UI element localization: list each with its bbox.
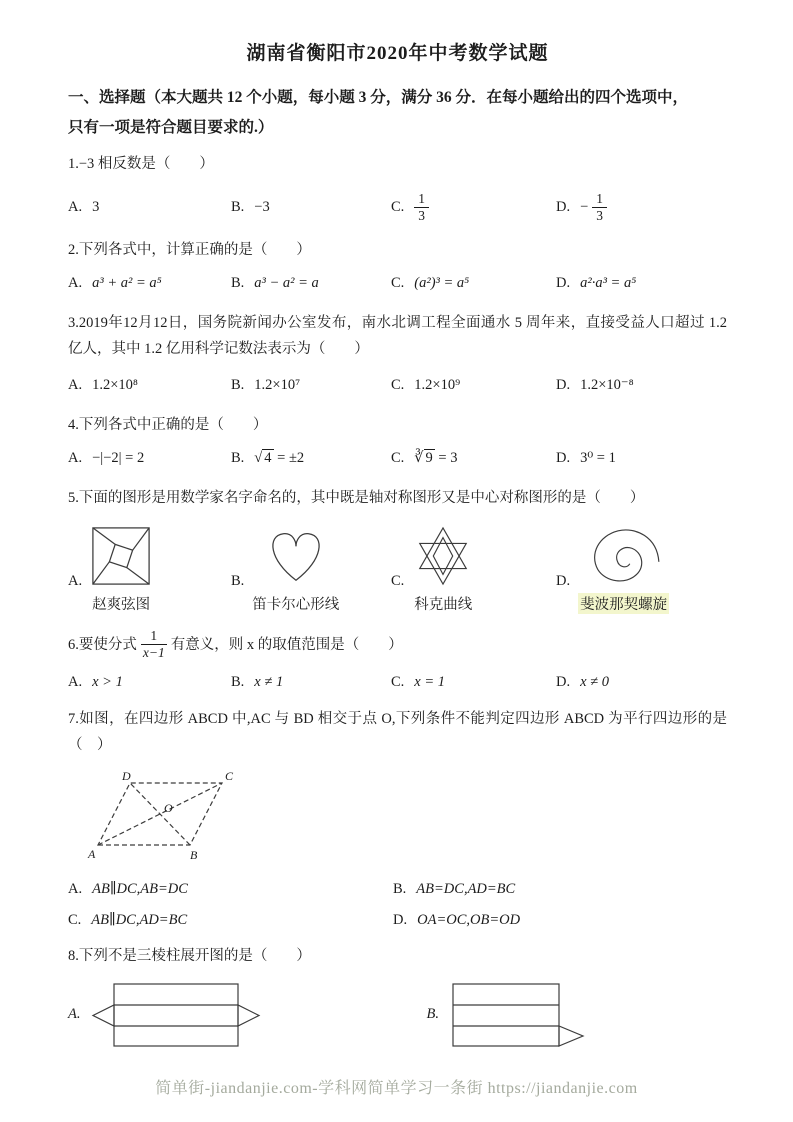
radicand: 9	[425, 450, 433, 467]
section-header-line2: 只有一项是符合题目要求的.）	[68, 119, 274, 137]
option-label-a: A.	[68, 673, 83, 690]
option-label-a: A.	[68, 1006, 81, 1023]
option-value: AB∥DC,AB=DC	[92, 880, 188, 897]
option-4-c	[391, 450, 556, 467]
option-label-d: D.	[393, 911, 408, 928]
option-value: −3	[254, 199, 270, 216]
option-label-b: B.	[231, 275, 245, 292]
question-7-options	[68, 881, 727, 929]
fraction-numerator: 1	[592, 191, 607, 208]
fraction-numerator: 1	[414, 191, 429, 208]
option-label-b: B.	[231, 673, 245, 690]
option-value: 1.2×10⁹	[414, 377, 461, 394]
stem-text-after: 有意义，则 x 的取值范围是（ ）	[170, 636, 403, 653]
option-value: AB∥DC,AD=BC	[91, 911, 188, 928]
parallelogram-figure	[86, 769, 246, 865]
vertex-label-a: A	[88, 846, 96, 861]
option-label-a: A.	[68, 377, 83, 394]
option-value: a²·a³ = a⁵	[580, 275, 637, 292]
fraction	[592, 191, 607, 224]
equation-rest: = 3	[434, 450, 458, 467]
option-6-a	[68, 674, 231, 691]
figure-8-b	[426, 979, 588, 1051]
fraction-denominator: 3	[596, 208, 604, 224]
option-value: 3	[92, 199, 100, 216]
option-1-b	[231, 199, 391, 216]
option-7-b	[393, 881, 727, 898]
option-label-b: B.	[231, 450, 245, 467]
stem-text-before: 6.要使分式	[68, 636, 137, 653]
question-6-options	[68, 670, 727, 694]
question-8-figures	[68, 979, 727, 1051]
option-label-a: A.	[68, 450, 83, 467]
figure-5-a	[68, 525, 231, 614]
center-label-o: O	[164, 800, 173, 815]
question-3-options	[68, 374, 727, 398]
question-1-stem: 1.−3 相反数是（ ）	[68, 156, 214, 173]
zhao-shuang-diagram-figure	[90, 525, 152, 587]
option-value	[414, 450, 457, 467]
option-value: −|−2| = 2	[92, 450, 145, 467]
option-4-b	[231, 450, 391, 467]
page-title: 湖南省衡阳市2020年中考数学试题	[246, 43, 549, 64]
option-6-d	[556, 674, 727, 691]
option-value: 1.2×10⁷	[254, 377, 301, 394]
question-6-stem	[68, 628, 727, 661]
option-value: OA=OC,OB=OD	[417, 911, 521, 928]
question-5	[68, 485, 727, 614]
option-label-b: B.	[426, 1006, 439, 1023]
figure-5-b	[231, 525, 391, 614]
option-label-c: C.	[391, 673, 405, 690]
option-7-a	[68, 881, 393, 898]
option-value: x ≠ 0	[580, 673, 610, 690]
question-4-options	[68, 447, 727, 471]
option-1-a	[68, 199, 231, 216]
minus-sign: −	[580, 199, 589, 216]
section-header-line1: 一、选择题（本大题共 12 个小题，每小题 3 分，满分 36 分．在每小题给出的四个选项中，	[68, 89, 689, 106]
question-3	[68, 310, 727, 398]
figure-5-d	[556, 525, 727, 614]
option-label-c: C.	[391, 573, 405, 589]
fraction	[141, 628, 167, 661]
option-value: x ≠ 1	[254, 673, 284, 690]
option-value: x > 1	[92, 673, 123, 690]
option-value: (a²)³ = a⁵	[414, 275, 470, 292]
question-8	[68, 943, 727, 1051]
zhao-shuang-figure-stack	[90, 525, 152, 614]
option-label-d: D.	[556, 275, 571, 292]
option-label-c: C.	[391, 275, 405, 292]
fibonacci-spiral-figure-stack	[578, 525, 669, 614]
question-1-options	[68, 187, 727, 229]
option-label-d: D.	[556, 377, 571, 394]
option-label-a: A.	[68, 199, 83, 216]
figure-caption: 赵爽弦图	[92, 597, 151, 613]
equation-rest: = ±2	[273, 450, 305, 467]
watermark-footer: 简单街-jiandanjie.com-学科网简单学习一条街 https://jiandanjie.com	[155, 1080, 638, 1097]
option-value: a³ − a² = a	[254, 275, 319, 292]
option-label-d: D.	[556, 573, 571, 589]
fibonacci-spiral-figure	[585, 525, 663, 587]
question-7-stem: 7.如图，在四边形 ABCD 中,AC 与 BD 相交于点 O,下列条件不能判定四边形 ABCD 为平行四边形的是（ ）	[68, 711, 727, 754]
question-7-figure-wrap	[86, 769, 727, 865]
fraction-denominator: x−1	[142, 645, 165, 661]
option-label-c: C.	[391, 450, 405, 467]
fraction-denominator: 3	[418, 208, 426, 224]
prism-net-figure-a	[90, 979, 262, 1051]
radicand: 4	[264, 450, 272, 467]
figure-5-c	[391, 525, 556, 614]
option-7-c	[68, 912, 393, 929]
option-2-b	[231, 275, 391, 292]
option-label-a: A.	[68, 275, 83, 292]
figure-8-a	[68, 979, 262, 1051]
option-label-a: A.	[68, 573, 83, 589]
option-3-d	[556, 377, 727, 394]
figure-caption: 笛卡尔心形线	[252, 597, 340, 613]
option-label-c: C.	[391, 199, 405, 216]
koch-snowflake-figure	[412, 525, 474, 587]
option-value	[254, 450, 304, 467]
option-4-a	[68, 450, 231, 467]
koch-curve-figure-stack	[412, 525, 474, 614]
option-label-d: D.	[556, 673, 571, 690]
vertex-label-d: D	[122, 768, 131, 783]
question-2-options	[68, 272, 727, 296]
radical-sign: √	[254, 450, 263, 467]
figure-caption: 斐波那契螺旋	[578, 593, 669, 614]
vertex-label-b: B	[190, 847, 198, 862]
option-2-c	[391, 275, 556, 292]
option-value: 1.2×10⁻⁸	[580, 377, 634, 394]
fraction	[414, 191, 429, 224]
option-7-d	[393, 912, 727, 929]
option-label-b: B.	[393, 880, 407, 897]
cube-root-sign: ∛	[414, 450, 424, 467]
question-2-stem: 2.下列各式中，计算正确的是（ ）	[68, 241, 311, 258]
figure-caption: 科克曲线	[414, 597, 473, 613]
cardioid-figure-stack	[252, 525, 339, 614]
option-value: a³ + a² = a⁵	[92, 275, 162, 292]
question-4-stem: 4.下列各式中正确的是（ ）	[68, 416, 268, 433]
option-3-c	[391, 377, 556, 394]
option-4-d	[556, 450, 727, 467]
option-label-a: A.	[68, 880, 83, 897]
question-6	[68, 628, 727, 694]
cardioid-heart-curve-figure	[264, 525, 328, 587]
option-label-b: B.	[231, 573, 245, 589]
prism-net-figure-b	[449, 979, 589, 1051]
option-label-b: B.	[231, 199, 245, 216]
option-value: AB=DC,AD=BC	[416, 880, 516, 897]
option-label-d: D.	[556, 450, 571, 467]
option-2-a	[68, 275, 231, 292]
question-8-stem: 8.下列不是三棱柱展开图的是（ ）	[68, 947, 311, 964]
fraction-numerator: 1	[141, 628, 167, 645]
question-1	[68, 151, 727, 228]
option-1-d	[556, 191, 727, 224]
option-label-b: B.	[231, 377, 245, 394]
question-5-figures	[68, 525, 727, 614]
option-6-c	[391, 674, 556, 691]
question-3-stem: 3.2019年12月12日，国务院新闻办公室发布，南水北调工程全面通水 5 周年来，直接受益人口超过 1.2 亿人，其中 1.2 亿用科学记数法表示为（ ）	[68, 314, 727, 357]
option-6-b	[231, 674, 391, 691]
option-3-b	[231, 377, 391, 394]
question-7	[68, 706, 727, 928]
option-label-c: C.	[68, 911, 82, 928]
option-1-c	[391, 191, 556, 224]
option-value: 1.2×10⁸	[92, 377, 138, 394]
question-5-stem: 5.下面的图形是用数学家名字命名的，其中既是轴对称图形又是中心对称图形的是（ ）	[68, 489, 645, 506]
option-value: 3⁰ = 1	[580, 450, 616, 467]
option-label-d: D.	[556, 199, 571, 216]
option-3-a	[68, 377, 231, 394]
question-4	[68, 412, 727, 471]
option-label-c: C.	[391, 377, 405, 394]
option-2-d	[556, 275, 727, 292]
vertex-label-c: C	[225, 768, 234, 783]
question-2	[68, 237, 727, 296]
option-value: x = 1	[414, 673, 446, 690]
